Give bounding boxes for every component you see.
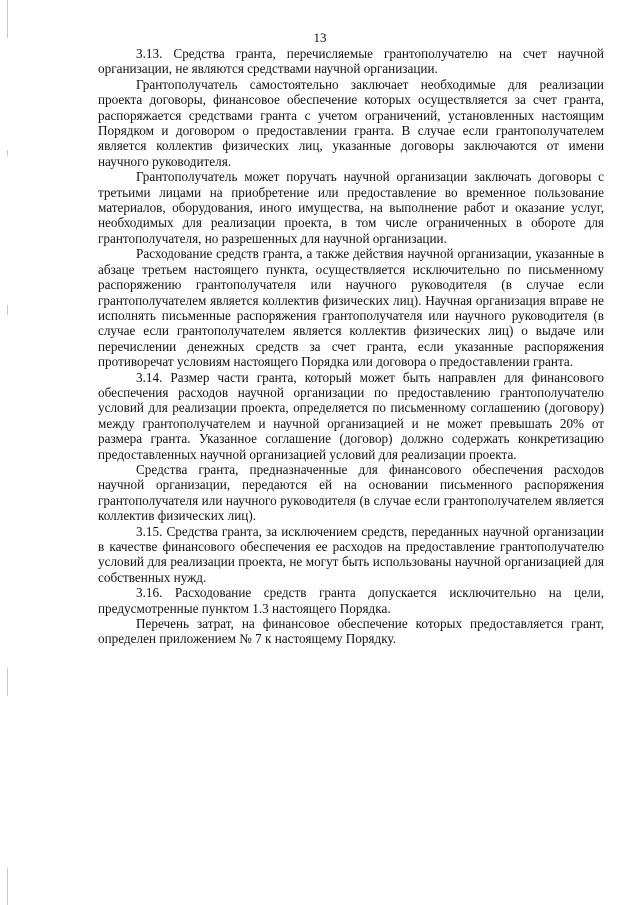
document-body bbox=[98, 46, 604, 647]
paragraph-3-13: 3.13. Средства гранта, перечисляемые грантополучателю на счет научной организации, не являются средствами научной организации. bbox=[98, 46, 604, 77]
scan-edge-mark bbox=[7, 868, 8, 905]
paragraph-spending-orders: Расходование средств гранта, а также действия научной организации, указанные в абзаце третьем настоящего пункта, осуществляется исключительно по письменному распоряжению грантополучателя или научного руководителя (в случае если грантополучателем является коллектив физических лиц). Научная организация вправе не исполнять письменные распоряжения грантополучателя или научного руководителя (в случае если грантополучателем является коллектив физических лиц) о выдаче или перечислении денежных средств за счет гранта, если указанные распоряжения противоречат условиям настоящего Порядка или договора о предоставлении гранта. bbox=[98, 246, 604, 370]
scan-edge-mark bbox=[7, 305, 8, 315]
paragraph-contracts: Грантополучатель самостоятельно заключает необходимые для реализации проекта договоры, финансовое обеспечение которых осуществляется за счет гранта, распоряжается средствами гранта с учетом ограничений, установленных настоящим Порядком и договором о предоставлении гранта. В случае если грантополучателем является коллектив физических лиц, указанные договоры заключаются от имени научного руководителя. bbox=[98, 76, 604, 169]
scan-edge-mark bbox=[7, 668, 8, 696]
scan-edge-mark bbox=[7, 150, 8, 156]
paragraph-3-15: 3.15. Средства гранта, за исключением средств, переданных научной организации в качестве финансового обеспечения ее расходов на предоставление грантополучателю условий для реализации проекта, не могут быть использованы научной организацией для собственных нужд. bbox=[98, 523, 604, 585]
paragraph-transfer: Средства гранта, предназначенные для финансового обеспечения расходов научной организации, передаются ей на основании письменного распоряжения грантополучателя или научного руководителя (в случае если грантополучателем является коллектив физических лиц). bbox=[98, 461, 604, 524]
paragraph-3-16: 3.16. Расходование средств гранта допускается исключительно на цели, предусмотренные пунктом 1.3 настоящего Порядка. bbox=[98, 585, 604, 616]
paragraph-third-parties: Грантополучатель может поручать научной организации заключать договоры с третьими лицами на приобретение или предоставление во временное пользование материалов, оборудования, иного имущества, на выполнение работ и оказание услуг, необходимых для реализации проекта, в том числе ограниченных в обороте для грантополучателя, но разрешенных для научной организации. bbox=[98, 169, 604, 246]
page-number: 13 bbox=[313, 30, 327, 45]
paragraph-cost-list: Перечень затрат, на финансовое обеспечение которых предоставляется грант, определен приложением № 7 к настоящему Порядку. bbox=[98, 616, 604, 647]
paragraph-3-14: 3.14. Размер части гранта, который может быть направлен для финансового обеспечения расходов научной организации по предоставлению грантополучателю условий для реализации проекта, определяется по письменному соглашению (договору) между грантополучателем и научной организацией и не может превышать 20% от размера гранта. Указанное соглашение (договор) должно содержать конкретизацию предоставленных научной организацией условий для реализации проекта. bbox=[98, 369, 604, 462]
